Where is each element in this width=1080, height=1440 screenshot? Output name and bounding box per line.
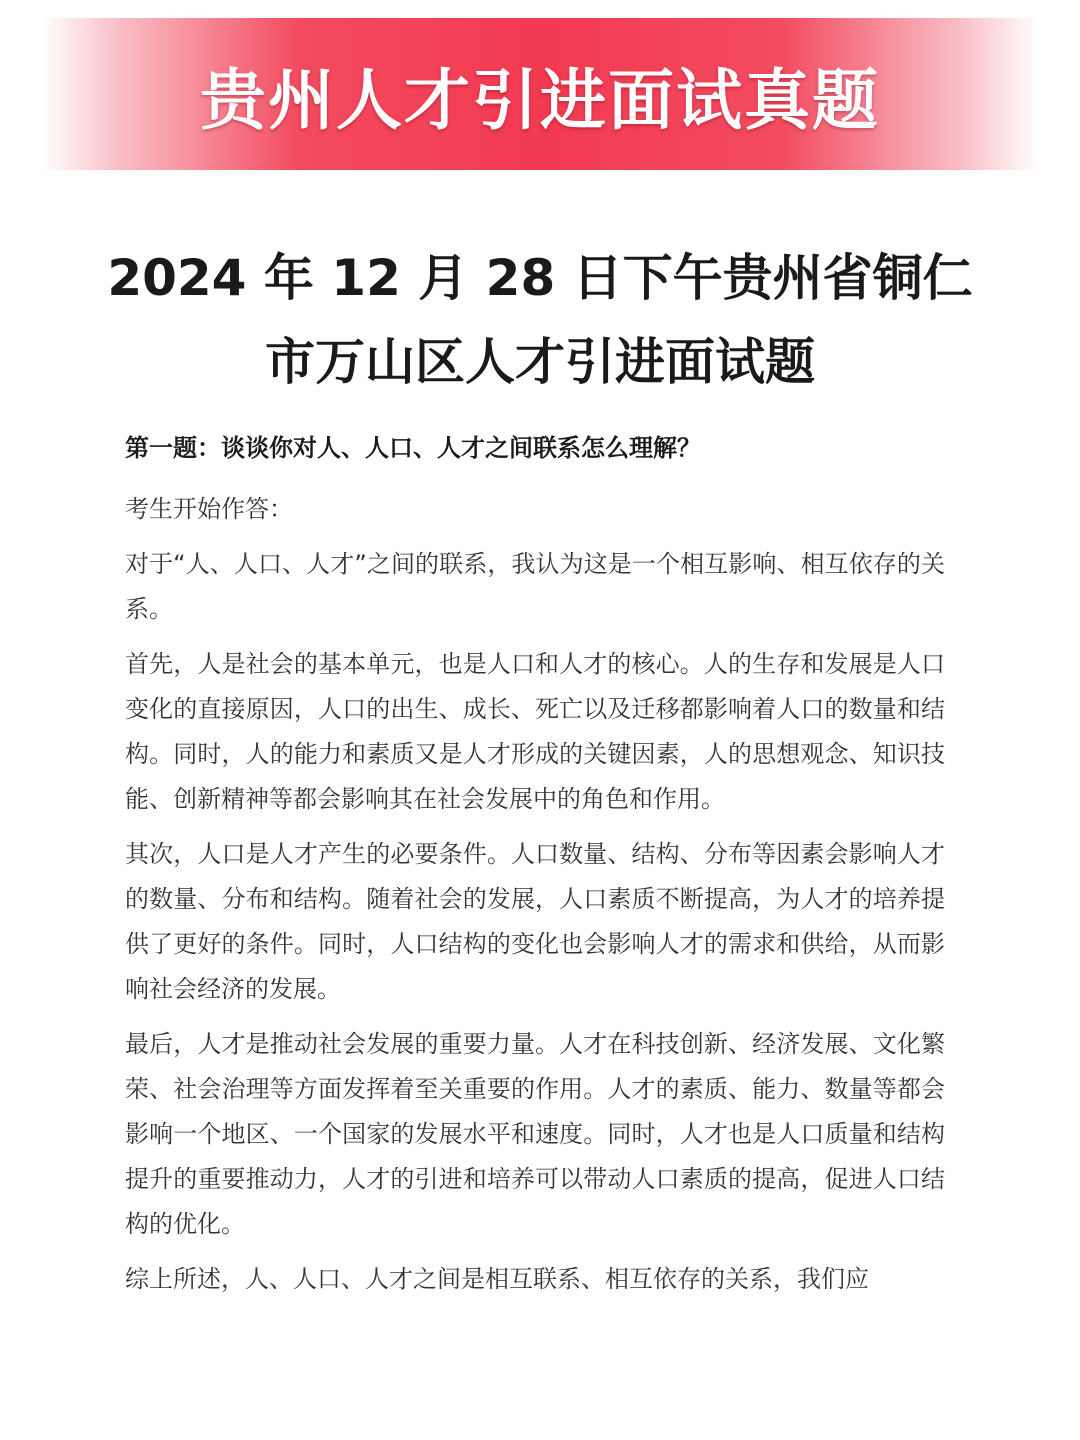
answer-paragraph: 首先，人是社会的基本单元，也是人口和人才的核心。人的生存和发展是人口变化的直接原因，人口的出生、成长、死亡以及迁移都影响着人口的数量和结构。同时，人的能力和素质又是人才形成的关键因素，人的思想观念、知识技能、创新精神等都会影响其在社会发展中的角色和作用。: [125, 650, 945, 813]
document-body: [125, 426, 945, 1319]
answer-paragraph: 对于“人、人口、人才”之间的联系，我认为这是一个相互影响、相互依存的关系。: [125, 550, 945, 623]
header-banner: [40, 18, 1040, 170]
banner-title: 贵州人才引进面试真题: [200, 61, 880, 139]
document-title: [0, 236, 1080, 404]
question-heading: 第一题：谈谈你对人、人口、人才之间联系怎么理解？: [125, 434, 701, 462]
answer-paragraph: 最后，人才是推动社会发展的重要力量。人才在科技创新、经济发展、文化繁荣、社会治理等方面发挥着至关重要的作用。人才的素质、能力、数量等都会影响一个地区、一个国家的发展水平和速度。同时，人才也是人口质量和结构提升的重要推动力，人才的引进和培养可以带动人口素质的提高，促进人口结构的优化。: [125, 1030, 945, 1238]
answer-paragraph: 其次，人口是人才产生的必要条件。人口数量、结构、分布等因素会影响人才的数量、分布和结构。随着社会的发展，人口素质不断提高，为人才的培养提供了更好的条件。同时，人口结构的变化也会影响人才的需求和供给，从而影响社会经济的发展。: [125, 840, 945, 1003]
document-title-line-2: 市万山区人才引进面试题: [265, 333, 815, 391]
document-title-line-1: 2024 年 12 月 28 日下午贵州省铜仁: [107, 249, 973, 307]
answer-intro: 考生开始作答：: [125, 495, 293, 523]
answer-paragraph-cutoff: 综上所述，人、人口、人才之间是相互联系、相互依存的关系，我们应: [125, 1265, 869, 1293]
